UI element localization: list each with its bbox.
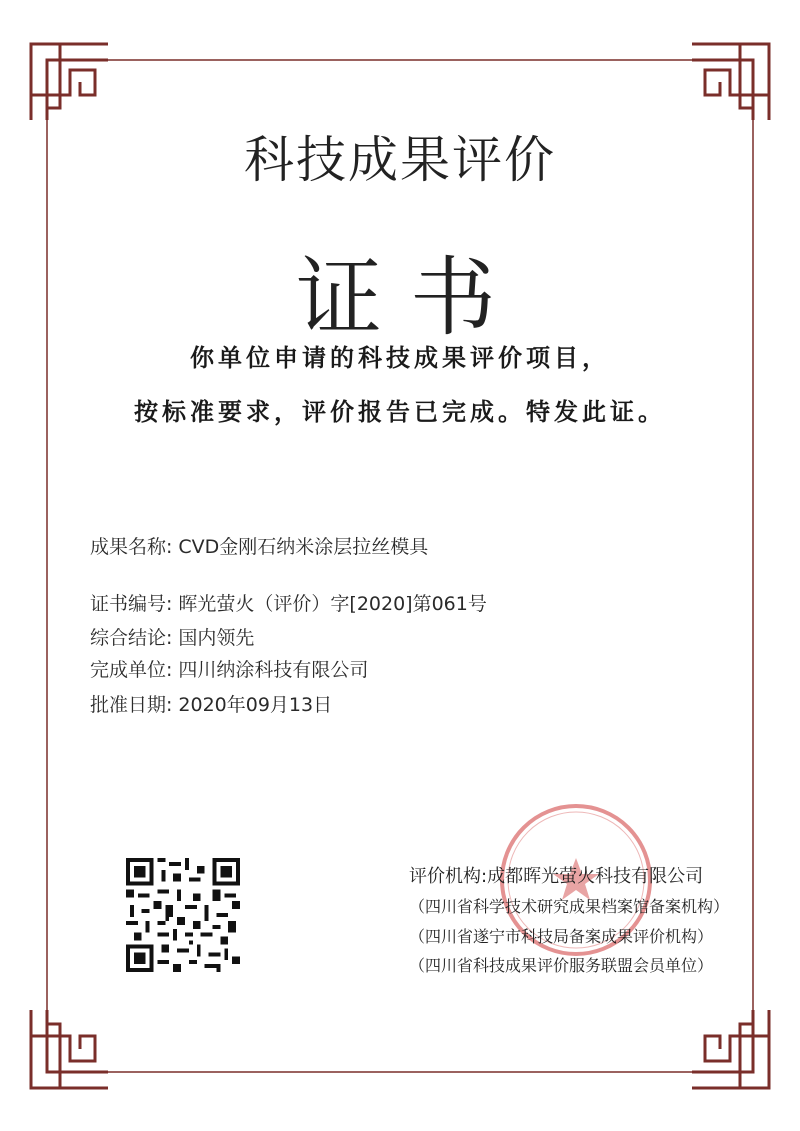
field-label: 批准日期:: [90, 694, 173, 716]
field-value: 2020年09月13日: [178, 694, 333, 716]
field-label: 完成单位:: [90, 659, 173, 681]
field-value: CVD金刚石纳米涂层拉丝模具: [178, 536, 429, 558]
statement-line-1: 你单位申请的科技成果评价项目，: [190, 344, 610, 372]
certificate-subtitle: 证书: [296, 248, 524, 348]
field-value: 四川纳涂科技有限公司: [178, 659, 369, 681]
field-completing-unit: [90, 655, 368, 682]
certificate-title: 科技成果评价: [244, 131, 556, 189]
field-certificate-number: [90, 589, 487, 616]
field-achievement-name: [90, 532, 428, 559]
field-label: 证书编号:: [90, 593, 173, 615]
field-approval-date: [90, 690, 332, 717]
issuer-name: 成都晖光萤火科技有限公司: [487, 866, 704, 887]
field-label: 综合结论:: [90, 627, 173, 649]
issuer-note-1: （四川省科学技术研究成果档案馆备案机构）: [409, 897, 730, 916]
field-conclusion: [90, 623, 254, 650]
statement-line-2: 按标准要求，评价报告已完成。特发此证。: [134, 398, 666, 426]
issuer-note-3: （四川省科技成果评价服务联盟会员单位）: [409, 956, 714, 975]
qr-code[interactable]: [126, 858, 240, 972]
issuer-note-2: （四川省遂宁市科技局备案成果评价机构）: [409, 927, 714, 946]
field-label: 成果名称:: [90, 536, 173, 558]
issuer-line: [409, 862, 703, 888]
field-value: 国内领先: [178, 627, 255, 649]
field-value: 晖光萤火（评价）字[2020]第061号: [178, 593, 487, 615]
issuer-label: 评价机构:: [409, 866, 488, 887]
